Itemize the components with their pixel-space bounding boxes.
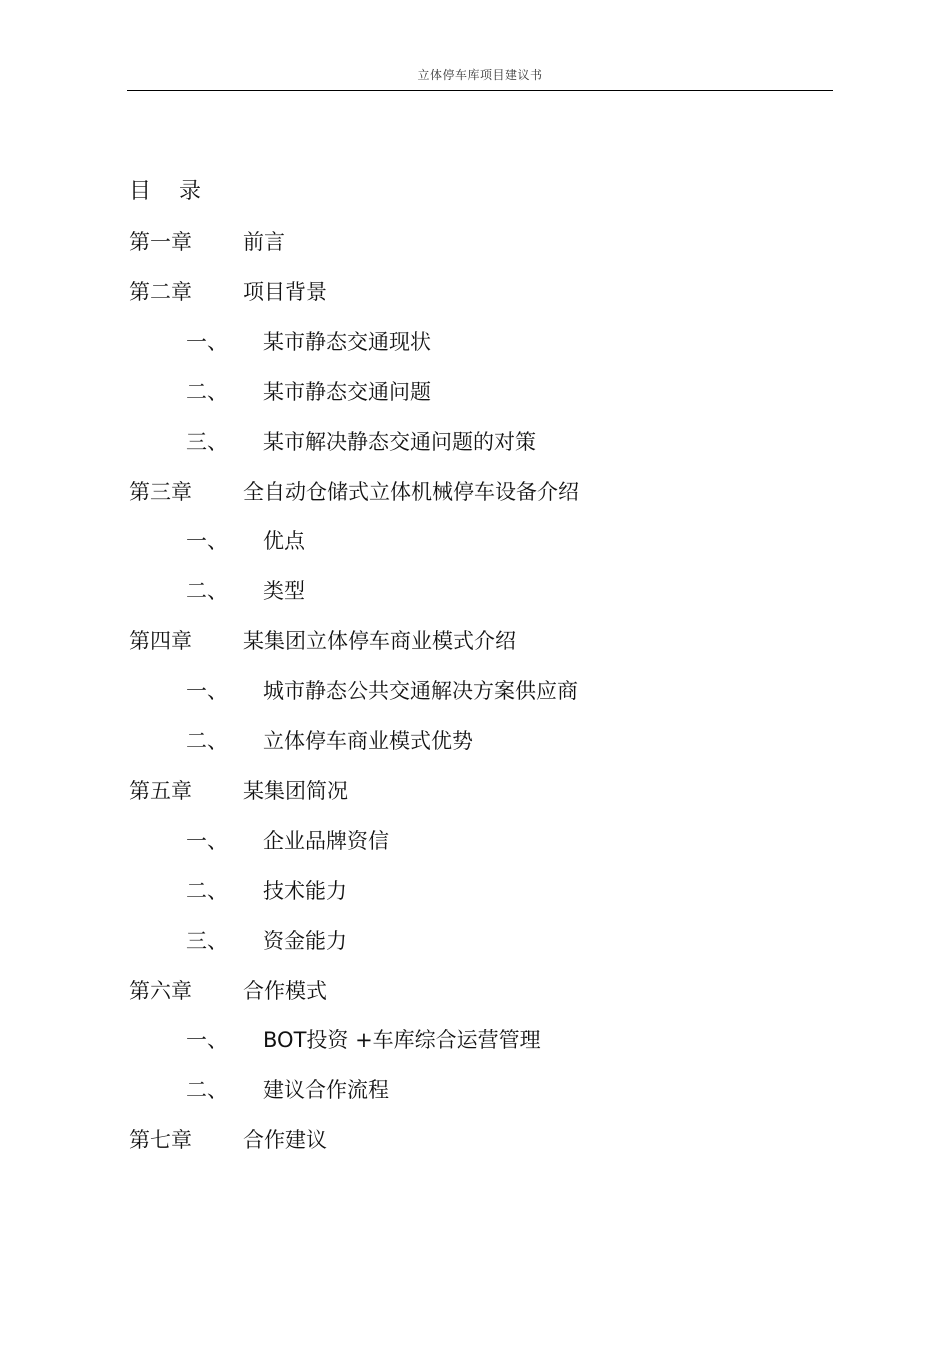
section-number: 一、	[186, 330, 228, 354]
section-title: BOT投资 +车库综合运营管理	[263, 1028, 541, 1052]
section-title: 优点	[263, 529, 305, 553]
section-title: 城市静态公共交通解决方案供应商	[263, 679, 578, 703]
section-title: 类型	[263, 579, 305, 603]
section-number: 一、	[186, 1028, 228, 1052]
chapter-title: 全自动仓储式立体机械停车设备介绍	[243, 480, 579, 504]
header-divider	[127, 90, 833, 91]
chapter-title: 前言	[243, 230, 285, 254]
section-title: 资金能力	[263, 929, 347, 953]
section-title: 建议合作流程	[263, 1078, 389, 1102]
section-number: 二、	[186, 1078, 228, 1102]
section-number: 一、	[186, 829, 228, 853]
toc-title: 目 录	[129, 179, 201, 204]
chapter-title: 某集团立体停车商业模式介绍	[243, 629, 516, 653]
section-number: 三、	[186, 430, 228, 454]
chapter-number: 第二章	[129, 280, 192, 304]
section-number: 二、	[186, 380, 228, 404]
chapter-number: 第三章	[129, 480, 192, 504]
chapter-title: 合作建议	[243, 1128, 327, 1152]
section-number: 一、	[186, 679, 228, 703]
chapter-title: 某集团简况	[243, 779, 348, 803]
section-number: 二、	[186, 579, 228, 603]
section-title: 某市静态交通问题	[263, 380, 431, 404]
section-number: 二、	[186, 729, 228, 753]
section-number: 三、	[186, 929, 228, 953]
section-title: 某市解决静态交通问题的对策	[263, 430, 536, 454]
section-number: 一、	[186, 529, 228, 553]
section-title: 立体停车商业模式优势	[263, 729, 473, 753]
chapter-title: 合作模式	[243, 979, 327, 1003]
section-number: 二、	[186, 879, 228, 903]
chapter-number: 第七章	[129, 1128, 192, 1152]
chapter-number: 第一章	[129, 230, 192, 254]
chapter-title: 项目背景	[243, 280, 327, 304]
page-header: 立体停车库项目建议书	[417, 68, 543, 82]
section-title: 企业品牌资信	[263, 829, 389, 853]
section-title: 技术能力	[263, 879, 347, 903]
section-title: 某市静态交通现状	[263, 330, 431, 354]
chapter-number: 第四章	[129, 629, 192, 653]
chapter-number: 第五章	[129, 779, 192, 803]
chapter-number: 第六章	[129, 979, 192, 1003]
